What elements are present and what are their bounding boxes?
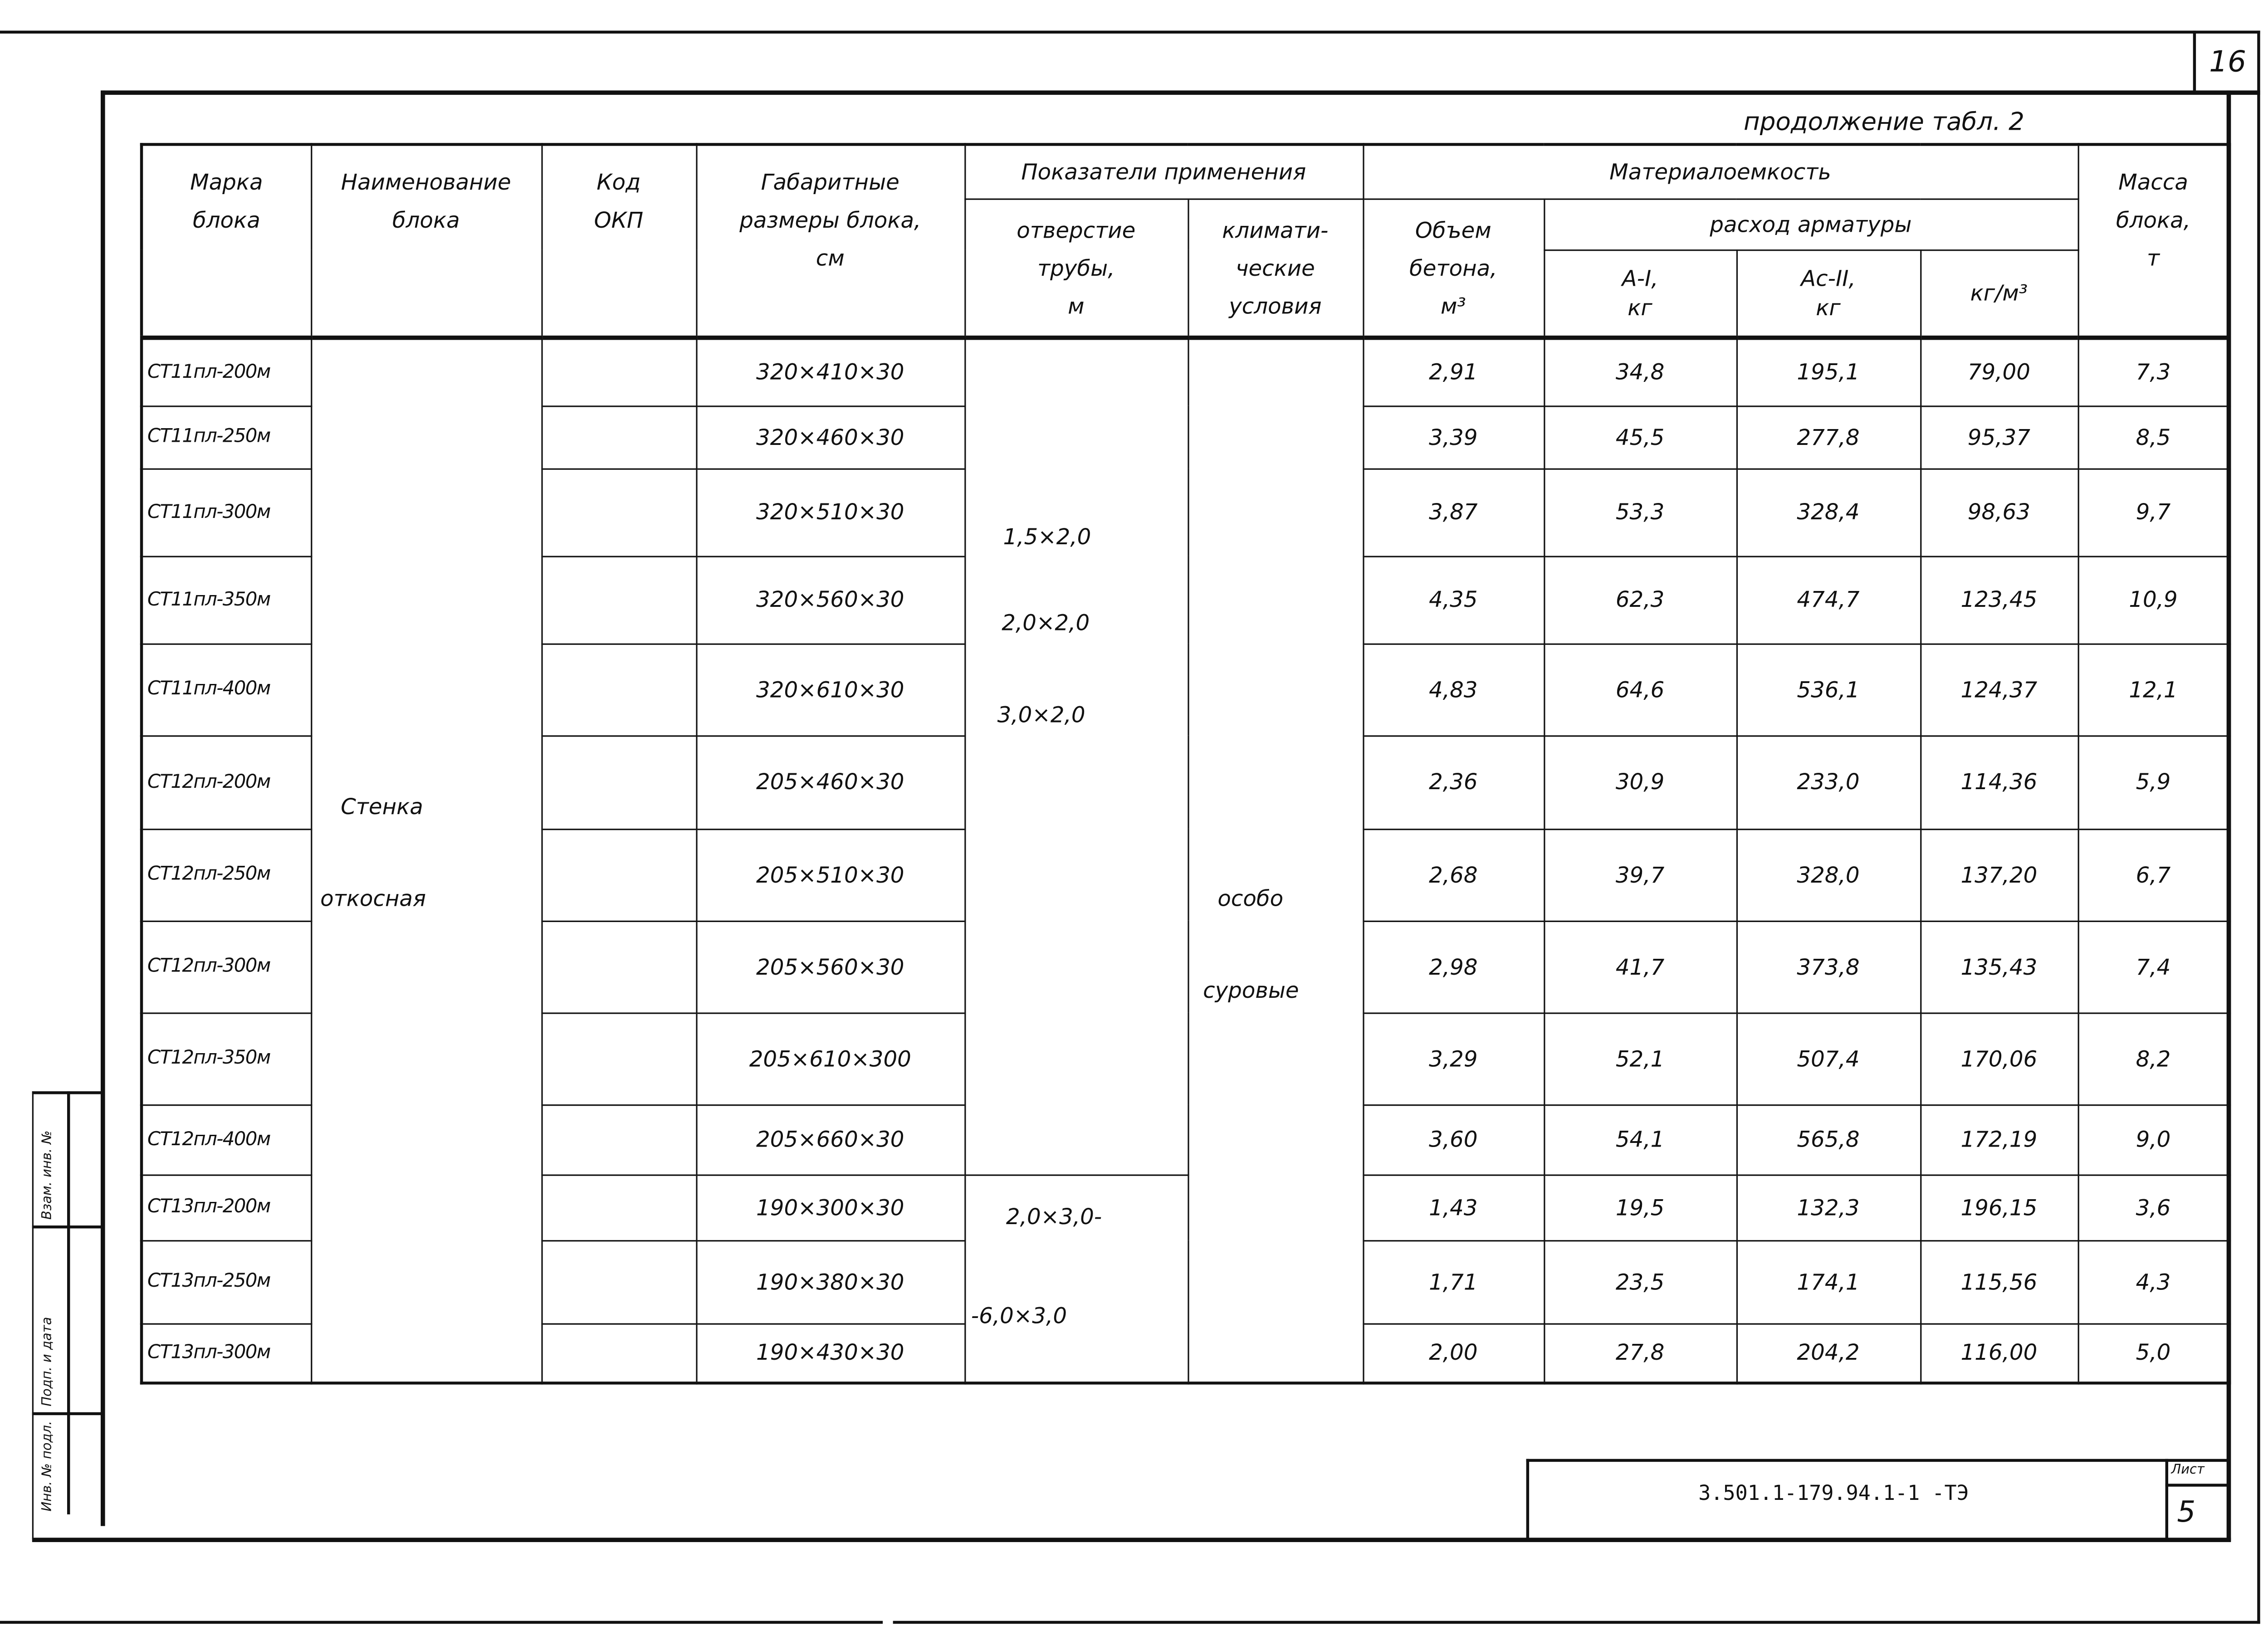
inner-frame-top [102,90,2260,94]
block-name-cell [311,337,541,1383]
rebar-a3: 507,4 [1736,1012,1920,1104]
block-mass: 9,0 [2078,1104,2230,1174]
block-dimensions: 205×460×30 [696,735,964,829]
concrete-volume: 3,87 [1363,469,1544,556]
rebar-per-m3: 114,36 [1920,735,2077,829]
header-mark-line: Марка [190,169,263,196]
title-block-left [1526,1459,1529,1541]
title-block-top [1526,1459,2229,1462]
okp-code [541,469,696,556]
block-mark: СТ12пл-250м [142,829,311,921]
rebar-a3: 204,2 [1736,1323,1920,1383]
block-name-line: Стенка [341,793,423,820]
rebar-a3: 195,1 [1736,337,1920,405]
rebar-a1: 52,1 [1544,1012,1736,1104]
concrete-volume: 4,83 [1363,644,1544,736]
block-mark: СТ11пл-400м [142,644,311,736]
rebar-a3: 277,8 [1736,405,1920,468]
frame-line-top [0,31,2260,34]
header-climate-line: ческие [1235,254,1315,281]
stamp-line [32,1412,102,1415]
header-a3-line: кг [1816,294,1841,321]
block-mass: 8,5 [2078,405,2230,468]
block-mark: СТ13пл-250м [142,1240,311,1323]
header-code-line: Код [596,169,641,196]
block-mass: 3,6 [2078,1174,2230,1240]
header-name-line: Наименование [341,169,511,196]
sheet-number: 5 [2177,1494,2196,1529]
okp-code [541,644,696,736]
hole-size-cell [964,337,1188,1174]
header-climate-line: климати- [1222,216,1329,243]
stamp-line [32,1225,102,1228]
rebar-a3: 132,3 [1736,1174,1920,1240]
okp-code [541,556,696,644]
hole-size: 3,0×2,0 [997,701,1085,727]
inner-frame-left [101,90,104,1526]
rebar-a1: 30,9 [1544,735,1736,829]
climate-condition: суровые [1203,976,1299,1003]
block-mass: 7,4 [2078,921,2230,1013]
concrete-volume: 2,36 [1363,735,1544,829]
block-mark: СТ13пл-200м [142,1174,311,1240]
block-mass: 5,0 [2078,1323,2230,1383]
rebar-a1: 41,7 [1544,921,1736,1013]
title-block-sheet-divider [2165,1484,2228,1486]
block-dimensions: 320×510×30 [696,469,964,556]
rebar-per-m3: 95,37 [1920,405,2077,468]
rebar-a1: 45,5 [1544,405,1736,468]
header-hole-line: трубы, [1037,254,1115,281]
rebar-a1: 64,6 [1544,644,1736,736]
stamp-inv-original: Инв. № подл. [41,1421,56,1512]
rebar-a1: 34,8 [1544,337,1736,405]
header-mark [142,144,311,337]
inner-frame-bottom [32,1538,2231,1541]
hole-size: 2,0×2,0 [1002,609,1090,635]
block-dimensions: 205×510×30 [696,829,964,921]
block-dimensions: 190×380×30 [696,1240,964,1323]
concrete-volume: 3,39 [1363,405,1544,468]
stamp-line [32,1091,102,1093]
block-name-line: откосная [320,884,426,911]
header-materials: Материалоемкость [1363,144,2077,198]
sheet-number-divider [2193,31,2196,91]
rebar-a1: 39,7 [1544,829,1736,921]
block-mass: 10,9 [2078,556,2230,644]
okp-code [541,1240,696,1323]
title-block-divider [2165,1459,2168,1541]
header-volume [1363,198,1544,337]
header-dims [696,144,964,337]
block-dimensions: 190×300×30 [696,1174,964,1240]
sheet-label: Лист [2171,1463,2204,1478]
page-bottom-line-left [0,1621,883,1623]
block-dimensions: 190×430×30 [696,1323,964,1383]
rebar-a1: 62,3 [1544,556,1736,644]
block-dimensions: 205×610×300 [696,1012,964,1104]
block-mass: 8,2 [2078,1012,2230,1104]
climate-condition: особо [1217,884,1284,911]
rebar-per-m3: 123,45 [1920,556,2077,644]
header-hole [964,198,1188,337]
concrete-volume: 1,43 [1363,1174,1544,1240]
header-volume-line: бетона, [1409,254,1497,281]
block-dimensions: 320×410×30 [696,337,964,405]
header-climate-line: условия [1229,292,1322,319]
stamp-replace-inv: Взам. инв. № [41,1130,56,1220]
header-a1-line: кг [1628,294,1652,321]
header-dims-line: размеры блока, [739,207,921,234]
header-mass-line: т [2146,245,2160,272]
header-dims-line: Габаритные [761,169,899,196]
rebar-per-m3: 196,15 [1920,1174,2077,1240]
header-a1 [1544,249,1736,337]
rebar-a1: 27,8 [1544,1323,1736,1383]
blocks-table [140,143,2231,1384]
rebar-per-m3: 124,37 [1920,644,2077,736]
block-mass: 4,3 [2078,1240,2230,1323]
concrete-volume: 3,29 [1363,1012,1544,1104]
block-dimensions: 205×660×30 [696,1104,964,1174]
okp-code [541,829,696,921]
rebar-a3: 328,0 [1736,829,1920,921]
table-caption: продолжение табл. 2 [1743,108,2024,137]
header-hole-line: отверстие [1017,216,1136,243]
okp-code [541,1174,696,1240]
header-hole-line: м [1068,292,1085,319]
header-mass [2078,144,2230,337]
document-code: 3.501.1-179.94.1-1 -ТЭ [1698,1482,1969,1506]
block-mass: 6,7 [2078,829,2230,921]
table-row [142,337,2229,405]
header-mass-line: блока, [2116,207,2191,234]
header-mass-line: Масса [2118,169,2188,196]
rebar-a3: 536,1 [1736,644,1920,736]
concrete-volume: 2,00 [1363,1323,1544,1383]
block-mass: 12,1 [2078,644,2230,736]
rebar-a3: 174,1 [1736,1240,1920,1323]
rebar-per-m3: 135,43 [1920,921,2077,1013]
okp-code [541,1104,696,1174]
header-dims-line: см [816,245,845,272]
rebar-a3: 565,8 [1736,1104,1920,1174]
block-mark: СТ12пл-300м [142,921,311,1013]
block-mark: СТ11пл-250м [142,405,311,468]
header-climate [1188,198,1363,337]
rebar-a3: 474,7 [1736,556,1920,644]
stamp-line [67,1091,69,1514]
header-name [311,144,541,337]
sheet-number-top: 16 [2209,44,2246,79]
block-dimensions: 320×560×30 [696,556,964,644]
block-mass: 9,7 [2078,469,2230,556]
block-mark: СТ11пл-200м [142,337,311,405]
header-code [541,144,696,337]
header-name-line: блока [392,207,460,234]
okp-code [541,921,696,1013]
rebar-per-m3: 98,63 [1920,469,2077,556]
rebar-per-m3: 115,56 [1920,1240,2077,1323]
block-mark: СТ13пл-300м [142,1323,311,1383]
header-a3 [1736,249,1920,337]
block-mass: 7,3 [2078,337,2230,405]
header-mark-line: блока [192,207,260,234]
concrete-volume: 4,35 [1363,556,1544,644]
rebar-per-m3: 137,20 [1920,829,2077,921]
page-bottom-line-right [893,1621,2260,1623]
okp-code [541,735,696,829]
header-a1-line: А-I, [1622,264,1658,291]
rebar-a1: 23,5 [1544,1240,1736,1323]
header-volume-line: Объем [1415,216,1491,243]
block-dimensions: 320×460×30 [696,405,964,468]
header-code-line: ОКП [594,207,644,234]
rebar-per-m3: 172,19 [1920,1104,2077,1174]
block-mark: СТ11пл-300м [142,469,311,556]
block-mark: СТ12пл-400м [142,1104,311,1174]
block-dimensions: 205×560×30 [696,921,964,1013]
rebar-per-m3: 170,06 [1920,1012,2077,1104]
concrete-volume: 2,98 [1363,921,1544,1013]
rebar-per-m3: 116,00 [1920,1323,2077,1383]
hole-size: -6,0×3,0 [971,1302,1067,1328]
table-body [142,337,2229,1383]
concrete-volume: 2,91 [1363,337,1544,405]
okp-code [541,1323,696,1383]
rebar-a1: 54,1 [1544,1104,1736,1174]
stamp-sign-date: Подп. и дата [41,1317,56,1406]
header-application: Показатели применения [964,144,1363,198]
rebar-a1: 53,3 [1544,469,1736,556]
okp-code [541,337,696,405]
header-volume-line: м³ [1440,292,1466,319]
concrete-volume: 1,71 [1363,1240,1544,1323]
concrete-volume: 3,60 [1363,1104,1544,1174]
rebar-a3: 233,0 [1736,735,1920,829]
hole-size: 1,5×2,0 [1003,523,1091,550]
okp-code [541,405,696,468]
hole-size: 2,0×3,0- [1006,1203,1102,1230]
stamp-line [32,1091,34,1539]
block-dimensions: 320×610×30 [696,644,964,736]
block-mass: 5,9 [2078,735,2230,829]
header-kg-per-m3: кг/м³ [1920,249,2077,337]
climate-cell [1188,337,1363,1383]
rebar-a3: 373,8 [1736,921,1920,1013]
block-mark: СТ12пл-200м [142,735,311,829]
frame-line-right [2257,31,2260,1624]
okp-code [541,1012,696,1104]
block-mark: СТ12пл-350м [142,1012,311,1104]
header-a3-line: Ас-II, [1801,264,1856,291]
header-rebar: расход арматуры [1544,198,2077,249]
concrete-volume: 2,68 [1363,829,1544,921]
rebar-a1: 19,5 [1544,1174,1736,1240]
block-mark: СТ11пл-350м [142,556,311,644]
hole-size-cell [964,1174,1188,1383]
rebar-a3: 328,4 [1736,469,1920,556]
rebar-per-m3: 79,00 [1920,337,2077,405]
